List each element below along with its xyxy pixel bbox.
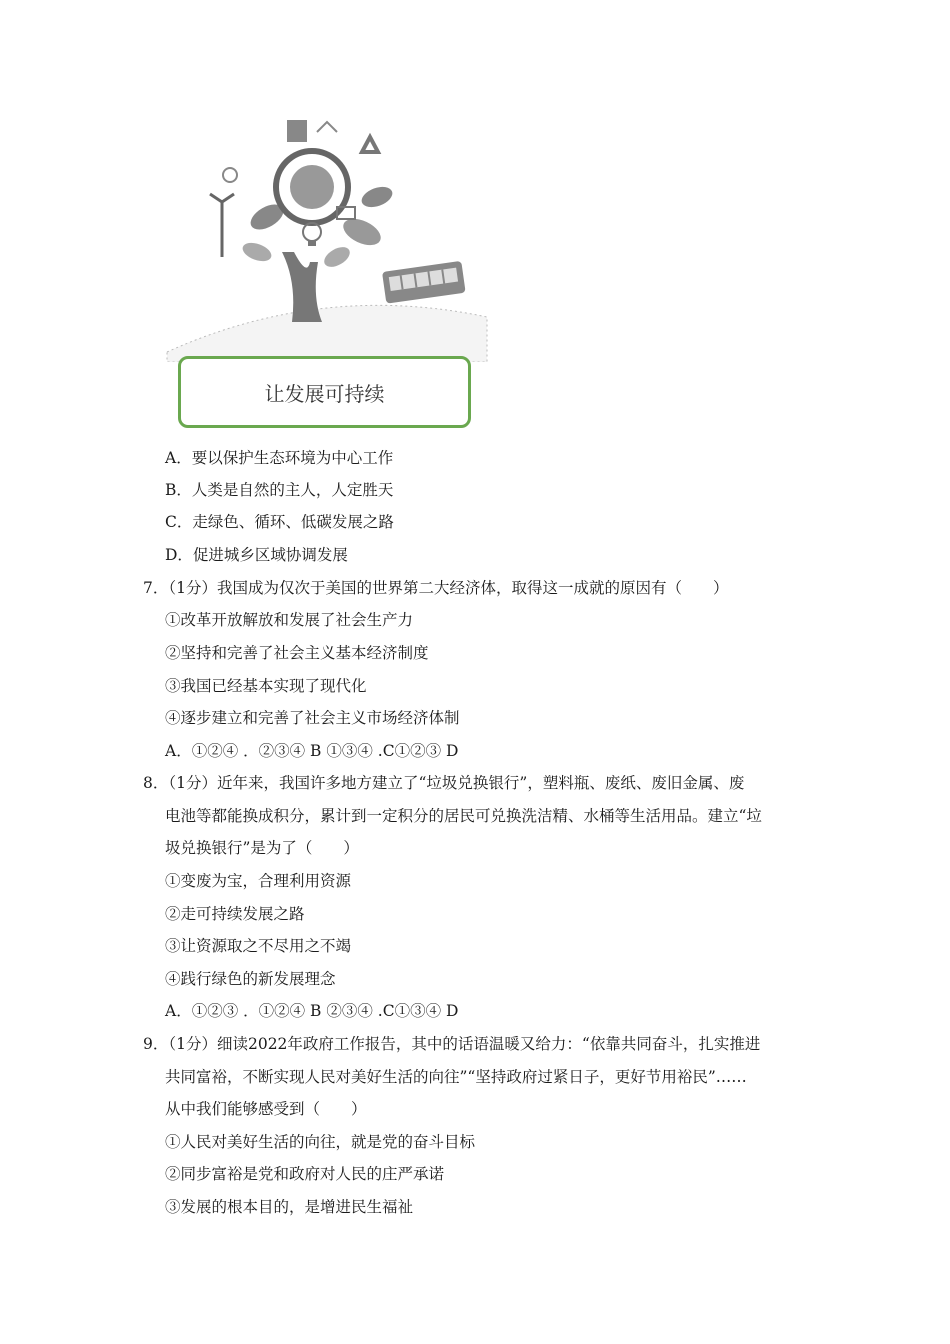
q6-option-d: D．促进城乡区域协调发展 (165, 546, 348, 564)
tree-trunk-icon (282, 252, 322, 322)
q8-stem-line-3: 圾兑换银行”是为了（ ） (165, 839, 359, 857)
lightbulb-icon (303, 223, 321, 246)
q7-item-2: ②坚持和完善了社会主义基本经济制度 (165, 644, 429, 662)
train-icon (382, 261, 466, 304)
q6-option-c: C．走绿色、循环、低碳发展之路 (165, 513, 394, 531)
tree-illustration (162, 112, 497, 362)
q8-answer-options: A．①②③ ．①②④ B ②③④ .C①③④ D (165, 1002, 459, 1020)
sun-icon (223, 168, 237, 182)
bag-icon (287, 120, 307, 142)
q9-item-3: ③发展的根本目的，是增进民生福祉 (165, 1198, 414, 1216)
q7-item-3: ③我国已经基本实现了现代化 (165, 677, 367, 695)
q7-answer-options: A．①②④ ．②③④ B ①③④ .C①②③ D (165, 742, 459, 760)
q6-option-a: A．要以保护生态环境为中心工作 (165, 449, 394, 467)
q9-stem-line-1: 9．（1分）细读2022年政府工作报告，其中的话语温暖又给力：“依靠共同奋斗，扎实推进 (143, 1035, 761, 1053)
q6-option-b: B．人类是自然的主人，人定胜天 (165, 481, 394, 499)
q8-item-1: ①变废为宝，合理利用资源 (165, 872, 352, 890)
figure-caption: 让发展可持续 (178, 356, 471, 428)
q9-stem-line-3: 从中我们能够感受到（ ） (165, 1100, 367, 1118)
house-icon (317, 122, 337, 132)
recycle-icon (362, 137, 378, 152)
q8-stem-line-2: 电池等都能换成积分，累计到一定积分的居民可兑换洗洁精、水桶等生活用品。建立“垃 (165, 807, 762, 825)
q9-stem-line-2: 共同富裕，不断实现人民对美好生活的向往”“坚持政府过紧日子，更好节用裕民”…… (165, 1068, 747, 1086)
q8-item-4: ④践行绿色的新发展理念 (165, 970, 336, 988)
q7-stem: 7．（1分）我国成为仅次于美国的世界第二大经济体，取得这一成就的原因有（ ） (143, 579, 729, 597)
q9-item-2: ②同步富裕是党和政府对人民的庄严承诺 (165, 1165, 445, 1183)
q8-item-3: ③让资源取之不尽用之不竭 (165, 937, 352, 955)
q9-item-1: ①人民对美好生活的向往，就是党的奋斗目标 (165, 1133, 476, 1151)
q7-item-1: ①改革开放解放和发展了社会生产力 (165, 611, 414, 629)
q7-item-4: ④逐步建立和完善了社会主义市场经济体制 (165, 709, 460, 727)
wind-turbine-icon (210, 194, 234, 257)
q8-item-2: ②走可持续发展之路 (165, 905, 305, 923)
globe-icon (290, 165, 334, 209)
q8-stem-line-1: 8．（1分）近年来，我国许多地方建立了“垃圾兑换银行”，塑料瓶、废纸、废旧金属、废 (143, 774, 745, 792)
